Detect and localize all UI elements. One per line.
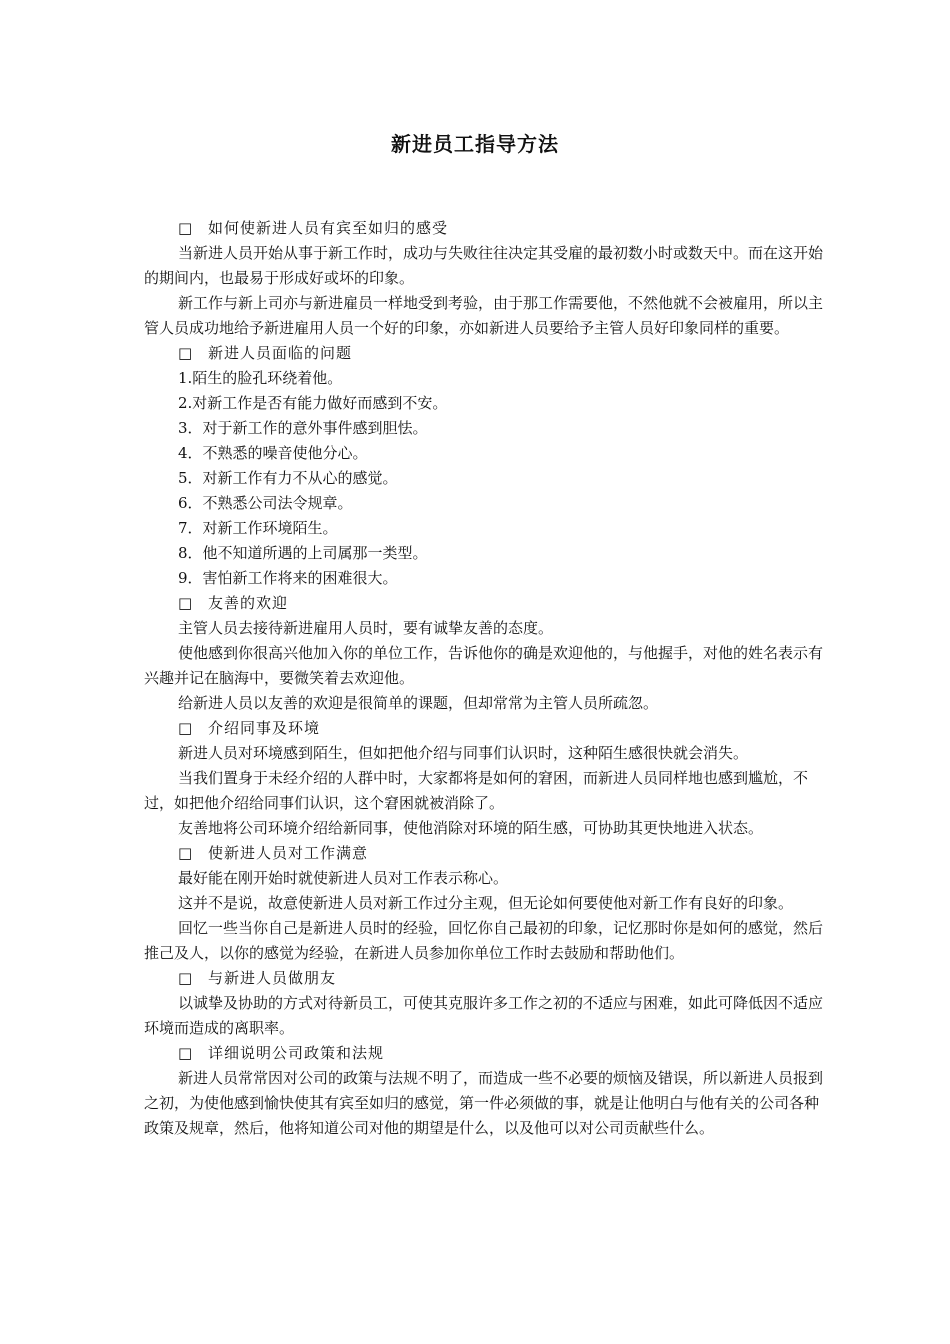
paragraph: 新进人员对环境感到陌生，但如把他介绍与同事们认识时，这种陌生感很快就会消失。 [178, 744, 749, 762]
checkbox-icon: □ [178, 844, 193, 862]
list-item: 1.陌生的脸孔环绕着他。 [178, 369, 343, 387]
checkbox-icon: □ [178, 594, 193, 612]
section-heading [144, 841, 824, 866]
paragraph: 友善地将公司环境介绍给新同事，使他消除对环境的陌生感，可协助其更快地进入状态。 [178, 819, 764, 837]
section-heading-text: 使新进人员对工作满意 [208, 844, 369, 862]
paragraph: 给新进人员以友善的欢迎是很简单的课题，但却常常为主管人员所疏忽。 [178, 694, 659, 712]
section-heading-text: 新进人员面临的问题 [208, 344, 353, 362]
section-heading-text: 如何使新进人员有宾至如归的感受 [208, 219, 449, 237]
list-item: 3．对于新工作的意外事件感到胆怯。 [178, 419, 428, 437]
list-item: 2.对新工作是否有能力做好而感到不安。 [178, 394, 448, 412]
paragraph: 新进人员常常因对公司的政策与法规不明了，而造成一些不必要的烦恼及错误，所以新进人员报到之初，为使他感到愉快使其有宾至如归的感觉，第一件必须做的事，就是让他明白与他有关的公司各种政策及规章，然后，他将知道公司对他的期望是什么，以及他可以对公司贡献些什么。 [144, 1069, 824, 1137]
paragraph: 以诚挚及协助的方式对待新员工，可使其克服许多工作之初的不适应与困难，如此可降低因不适应环境而造成的离职率。 [144, 994, 824, 1037]
paragraph: 这并不是说，故意使新进人员对新工作过分主观，但无论如何要使他对新工作有良好的印象。 [178, 894, 794, 912]
list-item: 7．对新工作环境陌生。 [178, 519, 338, 537]
paragraph: 使他感到你很高兴他加入你的单位工作，告诉他你的确是欢迎他的，与他握手，对他的姓名表示有兴趣并记在脑海中，要微笑着去欢迎他。 [144, 644, 824, 687]
checkbox-icon: □ [178, 969, 193, 987]
list-item: 4．不熟悉的噪音使他分心。 [178, 444, 368, 462]
section-heading [144, 341, 824, 366]
checkbox-icon: □ [178, 219, 193, 237]
section-heading [144, 966, 824, 991]
checkbox-icon: □ [178, 719, 193, 737]
section-heading-text: 与新进人员做朋友 [208, 969, 337, 987]
list-item: 6．不熟悉公司法令规章。 [178, 494, 353, 512]
document-title: 新进员工指导方法 [391, 132, 559, 156]
list-item: 5．对新工作有力不从心的感觉。 [178, 469, 398, 487]
section-heading [144, 716, 824, 741]
checkbox-icon: □ [178, 1044, 193, 1062]
list-item: 8．他不知道所遇的上司属那一类型。 [178, 544, 428, 562]
section-heading [144, 1041, 824, 1066]
section-heading-text: 详细说明公司政策和法规 [208, 1044, 385, 1062]
list-item: 9．害怕新工作将来的困难很大。 [178, 569, 398, 587]
paragraph: 当我们置身于未经介绍的人群中时，大家都将是如何的窘困，而新进人员同样地也感到尴尬，不过，如把他介绍给同事们认识，这个窘困就被消除了。 [144, 769, 809, 812]
paragraph: 新工作与新上司亦与新进雇员一样地受到考验，由于那工作需要他，不然他就不会被雇用，所以主管人员成功地给予新进雇用人员一个好的印象，亦如新进人员要给予主管人员好印象同样的重要。 [144, 294, 824, 337]
section-heading [144, 216, 824, 241]
paragraph: 最好能在刚开始时就使新进人员对工作表示称心。 [178, 869, 509, 887]
checkbox-icon: □ [178, 344, 193, 362]
paragraph: 回忆一些当你自己是新进人员时的经验，回忆你自己最初的印象，记忆那时你是如何的感觉，然后推己及人，以你的感觉为经验，在新进人员参加你单位工作时去鼓励和帮助他们。 [144, 919, 824, 962]
section-heading [144, 591, 824, 616]
paragraph: 当新进人员开始从事于新工作时，成功与失败往往决定其受雇的最初数小时或数天中。而在这开始的期间内，也最易于形成好或坏的印象。 [144, 244, 824, 287]
document-body [144, 216, 824, 1141]
section-heading-text: 介绍同事及环境 [208, 719, 321, 737]
paragraph: 主管人员去接待新进雇用人员时，要有诚挚友善的态度。 [178, 619, 554, 637]
section-heading-text: 友善的欢迎 [208, 594, 289, 612]
